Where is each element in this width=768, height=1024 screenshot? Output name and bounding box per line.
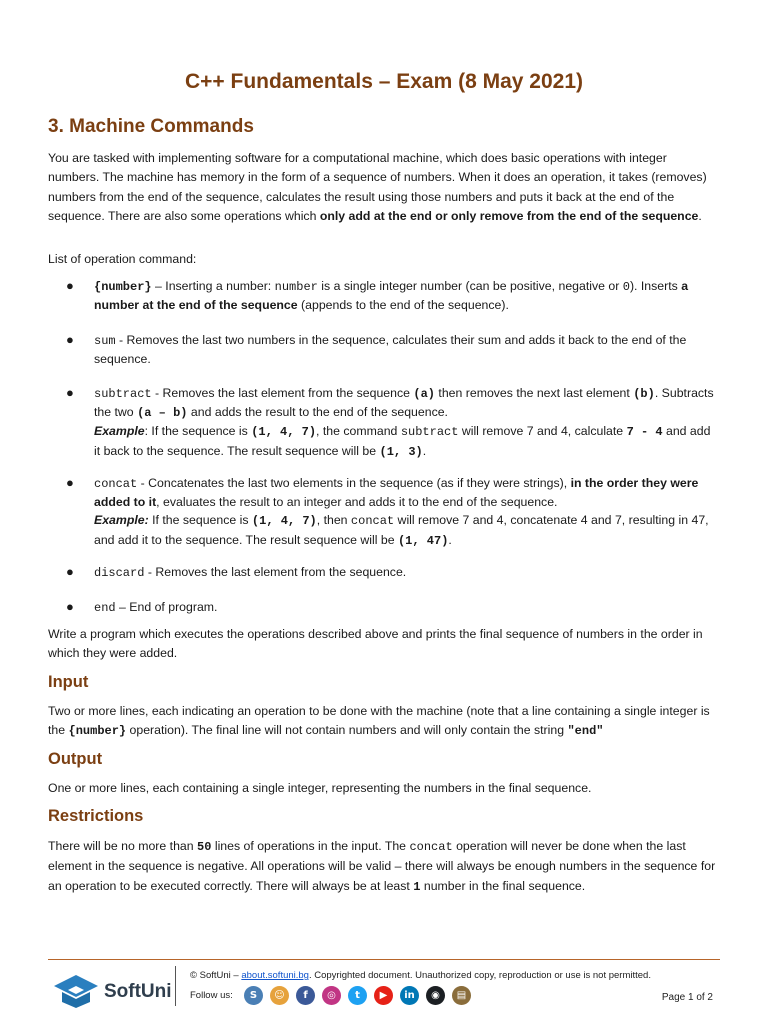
logo-text: SoftUni: [104, 981, 172, 1002]
youtube-icon[interactable]: ▶: [374, 986, 393, 1005]
outro-paragraph: Write a program which executes the operations described above and prints the final sequence of numbers in the order in which they were added.: [48, 627, 703, 661]
input-heading: Input: [48, 673, 89, 691]
bullet: ●: [66, 332, 74, 347]
restrictions-paragraph: There will be no more than 50 lines of operations in the input. The concat operation will never be done when the last element in the sequence is negative. All operations will be valid – there will always be enough numbers in the sequence for an operation to be executed correctly. There will always be at least 1 number in the final sequence.: [48, 839, 716, 894]
about-link[interactable]: about.softuni.bg: [241, 970, 309, 981]
bullet: ●: [66, 475, 74, 490]
restrictions-heading: Restrictions: [48, 807, 144, 825]
facebook-icon[interactable]: f: [296, 986, 315, 1005]
output-paragraph: One or more lines, each containing a single integer, representing the numbers in the final sequence.: [48, 781, 592, 795]
linkedin-icon[interactable]: in: [400, 986, 419, 1005]
page-number: Page 1 of 2: [661, 992, 713, 1003]
follow-us-label: Follow us:: [190, 990, 233, 1001]
bullet: ●: [66, 385, 74, 400]
copyright-notice: © SoftUni – about.softuni.bg. Copyrighted document. Unauthorized copy, reproduction or use is not permitted.: [190, 970, 651, 981]
softuni-icon[interactable]: S: [244, 986, 263, 1005]
bullet: ●: [66, 278, 74, 293]
footer-separator: [175, 966, 176, 1006]
github-icon[interactable]: ◉: [426, 986, 445, 1005]
output-heading: Output: [48, 750, 103, 768]
list-label: List of operation command:: [48, 252, 197, 266]
softuni-kids-icon[interactable]: ☺: [270, 986, 289, 1005]
document-title: C++ Fundamentals – Exam (8 May 2021): [184, 70, 583, 93]
input-paragraph: Two or more lines, each indicating an operation to be done with the machine (note that a line containing a single integer is the {number} operation). The final line will not contain numbers and will only contain the string "end": [48, 704, 710, 739]
instagram-icon[interactable]: ◎: [322, 986, 341, 1005]
social-icons: [244, 986, 471, 1005]
softuni-logo: [50, 966, 174, 1010]
intro-paragraph: You are tasked with implementing software for a computational machine, which does basic operations with integer numbers. The machine has memory in the form of a sequence of numbers. When it does an operation, it takes (removes) numbers from the end of the sequence, calculates the result using those numbers and puts it back at the end of the sequence. There are also some operations which only add at the end or only remove from the end of the sequence.: [48, 151, 707, 223]
footer-divider: [48, 959, 720, 960]
bullet: ●: [66, 599, 74, 614]
problem-heading: 3. Machine Commands: [48, 116, 254, 137]
blog-icon[interactable]: ▤: [452, 986, 471, 1005]
bullet: ●: [66, 564, 74, 579]
twitter-icon[interactable]: t: [348, 986, 367, 1005]
